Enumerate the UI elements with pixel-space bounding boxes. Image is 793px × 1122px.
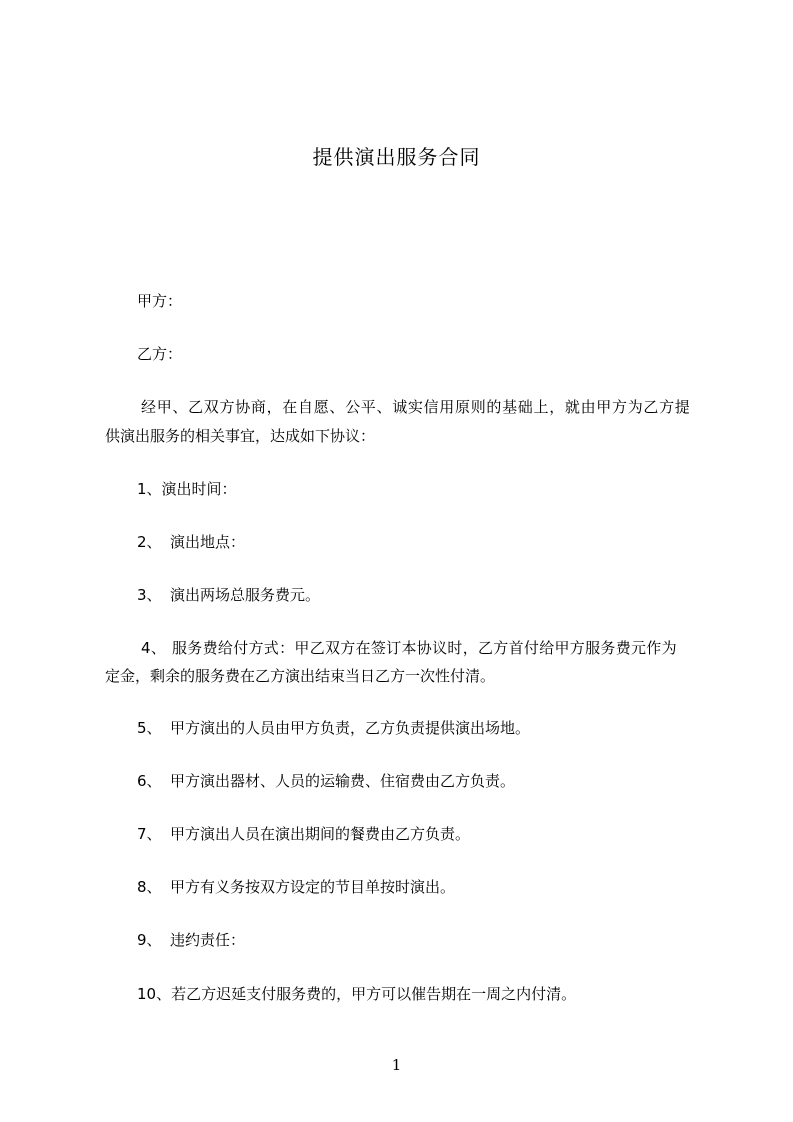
clause-number: 5、	[137, 719, 162, 737]
clause-number: 2、	[137, 533, 162, 551]
party-b-line: 乙方：	[137, 345, 183, 363]
clause-text: 甲方有义务按双方设定的节目单按时演出。	[170, 878, 456, 896]
clause-number: 9、	[137, 931, 162, 949]
clause-text: 演出地点：	[170, 533, 246, 551]
intro-paragraph-line-1: 经甲、乙双方协商，在自愿、公平、诚实信用原则的基础上，就由甲方为乙方提	[141, 398, 691, 416]
clause-10	[0, 983, 793, 1005]
clause-number: 6、	[137, 772, 162, 790]
clause-text: 演出两场总服务费元。	[170, 586, 321, 604]
party-a-line: 甲方：	[137, 292, 183, 310]
clause-number: 7、	[137, 825, 162, 843]
clause-text: 甲方演出的人员由甲方负责，乙方负责提供演出场地。	[170, 719, 531, 737]
clause-number: 1、	[137, 480, 162, 498]
clause-text: 演出时间：	[161, 480, 237, 498]
document-title: 提供演出服务合同	[312, 145, 481, 169]
clause-number: 8、	[137, 878, 162, 896]
intro-paragraph-line-2: 供演出服务的相关事宜，达成如下协议：	[105, 427, 376, 445]
clause-number: 10、	[137, 985, 172, 1003]
clause-number: 3、	[137, 586, 162, 604]
clause-2	[0, 531, 793, 553]
clause-4-continuation: 定金，剩余的服务费在乙方演出结束当日乙方一次性付清。	[105, 667, 496, 685]
clause-text: 服务费给付方式：甲乙双方在签订本协议时，乙方首付给甲方服务费元作为	[172, 639, 677, 657]
page-number: 1	[391, 1056, 402, 1074]
clause-text: 若乙方迟延支付服务费的，甲方可以催告期在一周之内付清。	[171, 985, 577, 1003]
clause-6	[0, 770, 793, 792]
clause-number: 4、	[141, 639, 167, 657]
clause-1	[0, 478, 793, 500]
clause-7	[0, 823, 793, 845]
clause-text: 违约责任：	[170, 931, 246, 949]
clause-text: 甲方演出器材、人员的运输费、住宿费由乙方负责。	[170, 772, 516, 790]
clause-4	[0, 637, 793, 659]
clause-8	[0, 876, 793, 898]
clause-5	[0, 717, 793, 739]
clause-text: 甲方演出人员在演出期间的餐费由乙方负责。	[170, 825, 471, 843]
clause-9	[0, 929, 793, 951]
clause-3	[0, 584, 793, 606]
